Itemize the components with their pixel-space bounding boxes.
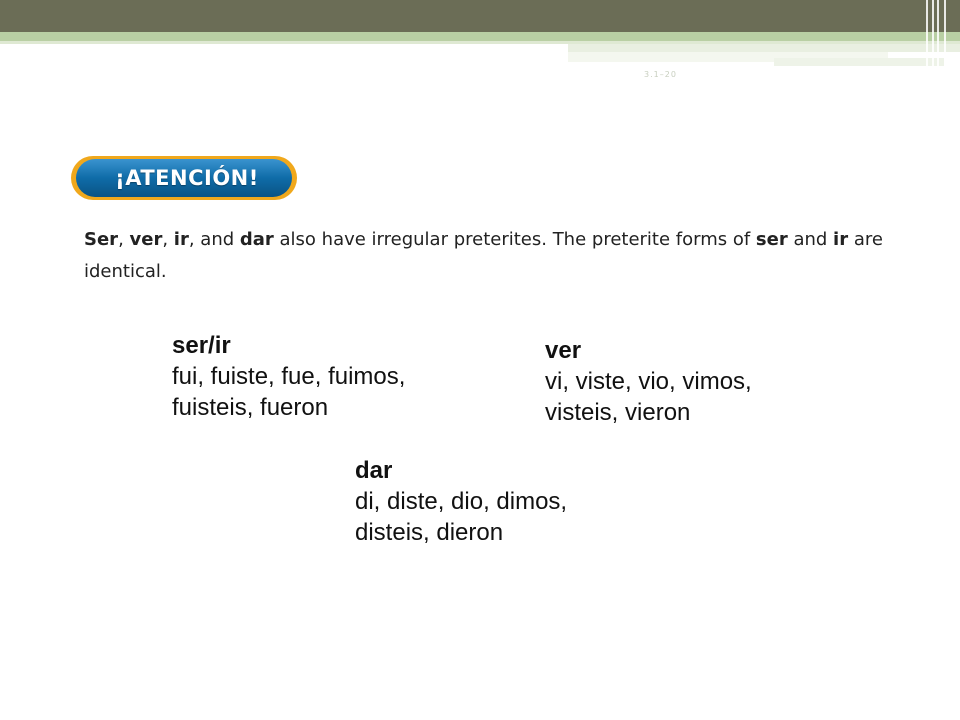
verb-ir: ir [833,229,849,250]
top-stripe [568,44,960,52]
conjugation-dar [355,455,655,548]
conjugation-forms: fuisteis, fueron [172,394,329,421]
verb-dar: dar [239,229,274,250]
conjugation-verb: ser/ir [172,332,231,359]
top-stripe [774,58,944,66]
header-vertical-rules [922,0,948,72]
intro-text: are identical. [84,229,883,282]
conjugation-verb: ver [545,337,582,364]
conjugation-ver [545,335,845,428]
slide-number: 3.1–20 [644,70,677,79]
separator: , and [188,229,240,250]
atencion-label: ¡ATENCIÓN! [115,166,259,190]
separator: , [118,229,130,250]
conjugation-forms: disteis, dieron [355,519,504,546]
verb-ver: ver [129,229,163,250]
top-decorative-band [0,0,960,32]
top-stripe [0,32,960,41]
intro-paragraph [84,224,884,288]
verb-ir: ir [173,229,189,250]
verb-ser: Ser [84,229,119,250]
conjugation-ser-ir [172,330,472,423]
intro-text: and [787,229,834,250]
verb-ser: ser [755,229,788,250]
intro-text: also have irregular preterites. The preterite forms of [273,229,756,250]
atencion-banner [70,154,298,202]
conjugation-forms: di, diste, dio, dimos, [355,488,568,515]
conjugation-forms: vi, viste, vio, vimos, [545,368,752,395]
conjugation-forms: visteis, vieron [545,399,691,426]
conjugation-verb: dar [355,457,393,484]
separator: , [162,229,174,250]
conjugation-forms: fui, fuiste, fue, fuimos, [172,363,406,390]
